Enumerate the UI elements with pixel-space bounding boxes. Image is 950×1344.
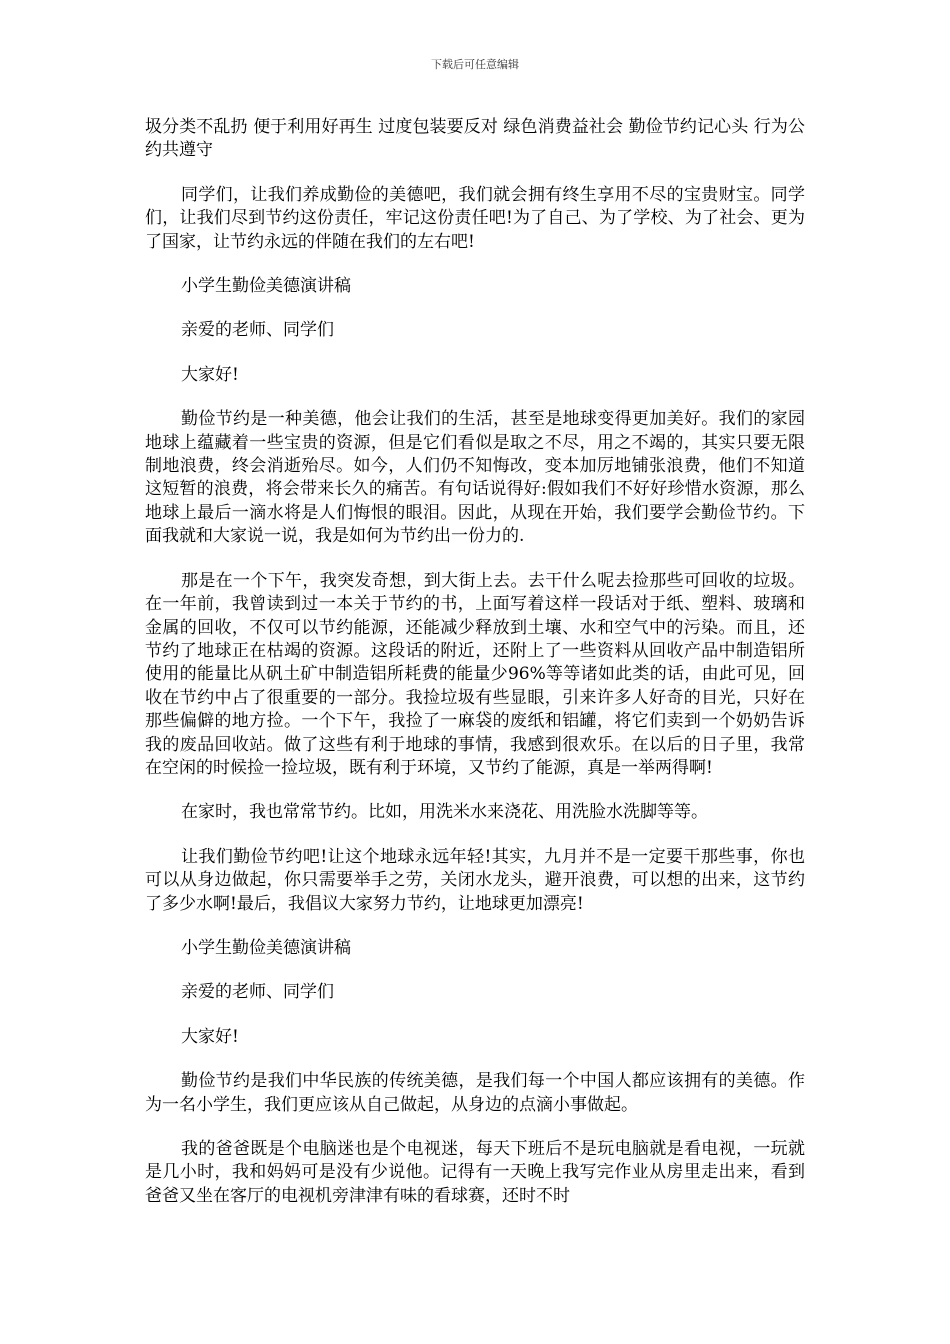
salutation: 亲爱的老师、同学们 bbox=[181, 982, 334, 1003]
paragraph-story: 我的爸爸既是个电脑迷也是个电视迷，每天下班后不是玩电脑就是看电视，一玩就是几小时，我和妈妈可是没有少说他。记得有一天晚上我写完作业从房里走出来，看到爸爸又坐在客厅的电视机旁津津有味的看球赛，还时不时 bbox=[145, 1139, 805, 1206]
salutation: 亲爱的老师、同学们 bbox=[181, 320, 334, 341]
paragraph-intro: 勤俭节约是我们中华民族的传统美德，是我们每一个中国人都应该拥有的美德。作为一名小学生，我们更应该从自己做起，从身边的点滴小事做起。 bbox=[145, 1071, 805, 1115]
speech-title: 小学生勤俭美德演讲稿 bbox=[181, 937, 351, 958]
paragraph-conclusion: 让我们勤俭节约吧!让这个地球永远年轻!其实，九月并不是一定要干那些事，你也可以从身边做起，你只需要举手之劳，关闭水龙头，避开浪费，可以想的出来，这节约了多少水啊!最后，我倡议大家努力节约，让地球更加漂亮! bbox=[145, 846, 805, 914]
paragraph-call-to-action: 同学们，让我们养成勤俭的美德吧，我们就会拥有终生享用不尽的宝贵财宝。同学们，让我们尽到节约这份责任，牢记这份责任吧!为了自己、为了学校、为了社会、更为了国家，让节约永远的伴随在我们的左右吧! bbox=[145, 184, 805, 252]
paragraph-story: 那是在一个下午，我突发奇想，到大街上去。去干什么呢去捡那些可回收的垃圾。在一年前，我曾读到过一本关于节约的书，上面写着这样一段话对于纸、塑料、玻璃和金属的回收，不仅可以节约能源，还能减少释放到土壤、水和空气中的污染。而且，还节约了地球正在枯竭的资源。这段话的附近，还附上了一些资料从回收产品中制造铝所使用的能量比从矾土矿中制造铝所耗费的能量少96%等等诸如此类的话，由此可见，回收在节约中占了很重要的一部分。我捡垃圾有些显眼，引来许多人好奇的目光，只好在那些偏僻的地方捡。一个下午，我捡了一麻袋的废纸和铝罐，将它们卖到一个奶奶告诉我的废品回收站。做了这些有利于地球的事情，我感到很欢乐。在以后的日子里，我常在空闲的时候捡一捡垃圾，既有利于环境，又节约了能源，真是一举两得啊! bbox=[145, 570, 805, 778]
paragraph-continuation: 圾分类不乱扔 便于利用好再生 过度包装要反对 绿色消费益社会 勤俭节约记心头 行为公约共遵守 bbox=[145, 117, 805, 161]
paragraph-home: 在家时，我也常常节约。比如，用洗米水来浇花、用洗脸水洗脚等等。 bbox=[181, 802, 708, 823]
document-body bbox=[145, 116, 805, 1229]
page-header: 下载后可任意编辑 bbox=[431, 58, 519, 71]
paragraph-intro: 勤俭节约是一种美德，他会让我们的生活，甚至是地球变得更加美好。我们的家园地球上蕴藏着一些宝贵的资源，但是它们看似是取之不尽，用之不竭的，其实只要无限制地浪费，终会消逝殆尽。如今，人们仍不知悔改，变本加厉地铺张浪费，他们不知道这短暂的浪费，将会带来长久的痛苦。有句话说得好:假如我们不好好珍惜水资源，那么地球上最后一滴水将是人们悔恨的眼泪。因此，从现在开始，我们要学会勤俭节约。下面我就和大家说一说，我是如何为节约出一份力的. bbox=[145, 409, 805, 547]
greeting: 大家好! bbox=[181, 1026, 239, 1047]
greeting: 大家好! bbox=[181, 364, 239, 385]
speech-title: 小学生勤俭美德演讲稿 bbox=[181, 276, 351, 297]
